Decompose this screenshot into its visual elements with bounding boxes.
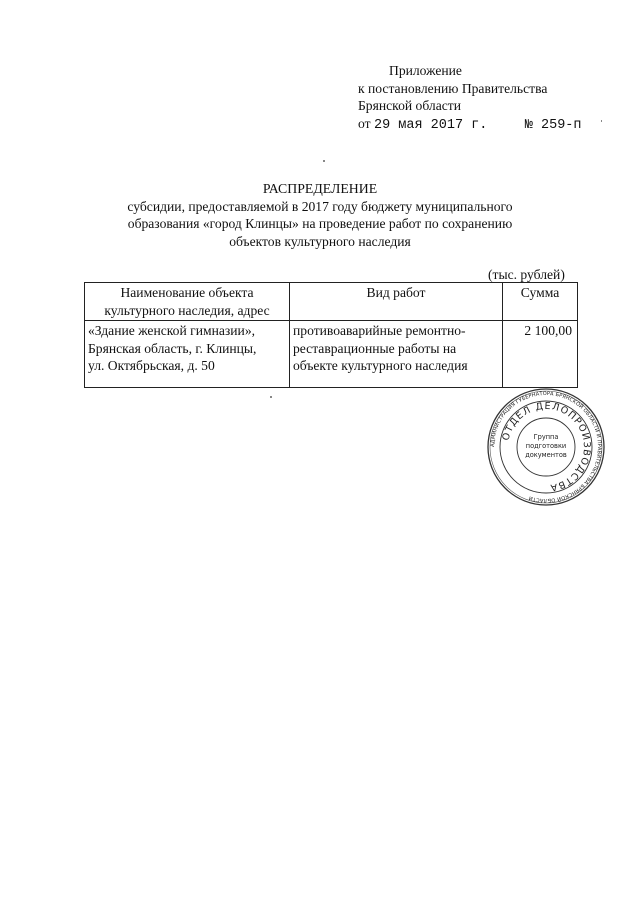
scan-speck	[323, 160, 325, 162]
table-header-row	[85, 283, 578, 321]
work-line-3: объекте культурного наследия	[293, 358, 468, 374]
scan-speck	[270, 396, 272, 398]
appendix-resolution: к постановлению Правительства	[358, 80, 548, 96]
object-address-2: ул. Октябрьская, д. 50	[88, 358, 215, 374]
stamp-seal-icon	[486, 387, 606, 507]
stamp-center-line-1: Группа	[533, 433, 559, 441]
header-object-line-2: культурного наследия, адрес	[104, 302, 270, 318]
table-row	[85, 321, 578, 388]
stamp-ring-text: ОТДЕЛ ДЕЛОПРОИЗВОДСТВА	[500, 400, 593, 493]
appendix-region: Брянской области	[358, 98, 461, 114]
heading-line-3: объектов культурного наследия	[229, 233, 411, 249]
object-name: «Здание женской гимназии»,	[88, 323, 256, 339]
units-label: (тыс. рублей)	[488, 267, 565, 282]
appendix-title: Приложение	[389, 63, 462, 78]
heading-line-1: субсидии, предоставляемой в 2017 году бюджету муниципального	[127, 198, 513, 214]
appendix-block	[358, 62, 582, 134]
header-object	[85, 283, 290, 321]
stamp-center-line-3: документов	[525, 451, 567, 459]
date-prefix: от	[358, 115, 371, 131]
document-title: РАСПРЕДЕЛЕНИЕ	[262, 181, 378, 196]
object-address-1: Брянская область, г. Клинцы,	[88, 340, 257, 356]
document-heading	[0, 180, 640, 250]
resolution-date: 29 мая 2017 г.	[373, 117, 488, 133]
official-stamp	[486, 387, 606, 512]
cell-sum: 2 100,00	[503, 321, 578, 388]
work-line-2: реставрационные работы на	[293, 340, 457, 356]
scan-speck	[601, 120, 602, 122]
cell-object	[85, 321, 290, 388]
work-line-1: противоаварийные ремонтно-	[293, 323, 466, 339]
header-sum: Сумма	[503, 283, 578, 321]
distribution-table	[84, 282, 578, 388]
cell-work-type	[290, 321, 503, 388]
header-object-line-1: Наименование объекта	[120, 285, 254, 300]
stamp-outer-text: АДМИНИСТРАЦИЯ ГУБЕРНАТОРА БРЯНСКОЙ ОБЛАСТИ И ПРАВИТЕЛЬСТВА БРЯНСКОЙ ОБЛАСТИ	[489, 390, 603, 504]
resolution-number: № 259-п	[524, 117, 582, 133]
heading-line-2: образования «город Клинцы» на проведение работ по сохранению	[127, 216, 513, 232]
appendix-date-line	[358, 115, 582, 135]
stamp-center-line-2: подготовки	[525, 442, 567, 450]
header-work-type: Вид работ	[290, 283, 503, 321]
